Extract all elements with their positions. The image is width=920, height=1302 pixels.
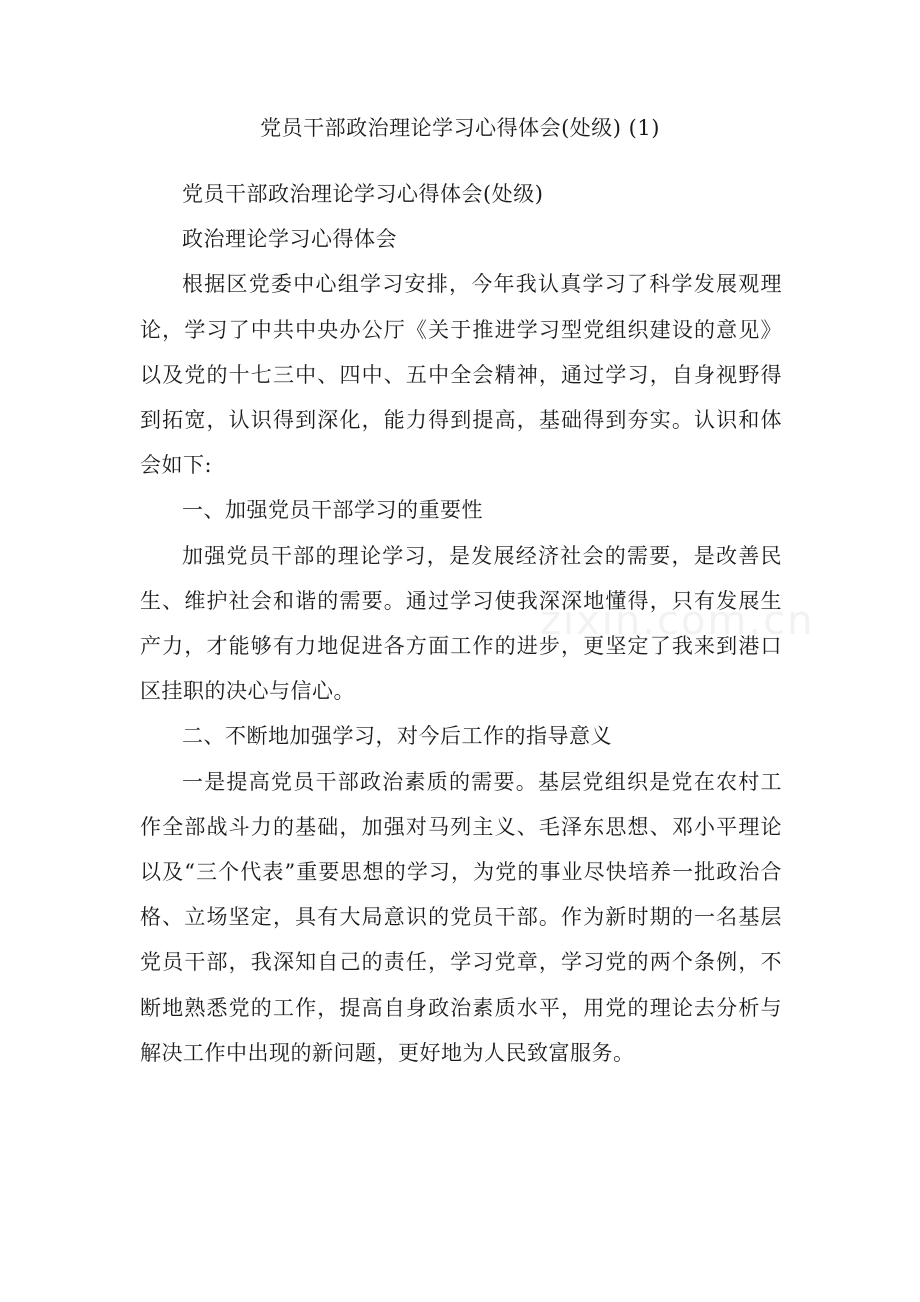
document-title: 党员干部政治理论学习心得体会(处级) (1): [260, 116, 660, 140]
section-heading-1: 一、加强党员干部学习的重要性: [182, 498, 483, 523]
paragraph-intro: 根据区党委中心组学习安排，今年我认真学习了科学发展观理论，学习了中共中央办公厅《关于推进学习型党组织建设的意见》以及党的十七三中、四中、五中全会精神，通过学习，自身视野得到拓宽，认识得到深化，能力得到提高，基础得到夯实。认识和体会如下:: [140, 272, 782, 478]
paragraph-subtitle: 党员干部政治理论学习心得体会(处级): [182, 182, 544, 206]
document-body: [140, 172, 782, 1076]
paragraph-heading: 政治理论学习心得体会: [182, 227, 397, 252]
watermark: zixin.com.cn: [540, 598, 815, 644]
paragraph-section-2: 一是提高党员干部政治素质的需要。基层党组织是党在农村工作全部战斗力的基础，加强对马列主义、毛泽东思想、邓小平理论以及“三个代表”重要思想的学习，为党的事业尽快培养一批政治合格、立场坚定，具有大局意识的党员干部。作为新时期的一名基层党员干部，我深知自己的责任，学习党章，学习党的两个条例，不断地熟悉党的工作，提高自身政治素质水平，用党的理论去分析与解决工作中出现的新问题，更好地为人民致富服务。: [140, 769, 782, 1065]
paragraph-section-1: 加强党员干部的理论学习，是发展经济社会的需要，是改善民生、维护社会和谐的需要。通过学习使我深深地懂得，只有发展生产力，才能够有力地促进各方面工作的进步，更坚定了我来到港口区挂职的决心与信心。: [140, 543, 782, 704]
section-heading-2: 二、不断地加强学习，对今后工作的指导意义: [182, 724, 612, 749]
